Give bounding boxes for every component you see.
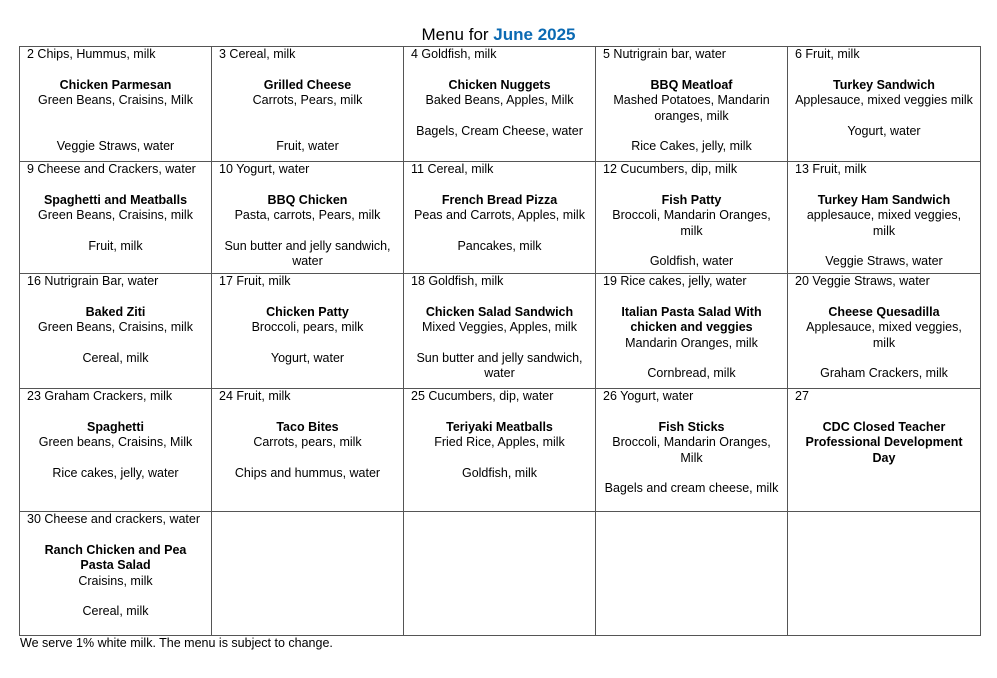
morning-snack: 6 Fruit, milk (795, 47, 860, 61)
day-content (404, 162, 595, 254)
day-content (212, 274, 403, 366)
afternoon-snack: Sun butter and jelly sandwich, water (224, 239, 391, 269)
day-content (596, 162, 787, 270)
day-cell (20, 274, 212, 389)
afternoon-snack: Graham Crackers, milk (820, 366, 948, 381)
week-row (20, 47, 981, 162)
lunch-main: Chicken Nuggets (448, 77, 551, 92)
morning-snack: 11 Cereal, milk (411, 162, 494, 176)
day-content (20, 389, 211, 481)
title-prefix: Menu for (421, 25, 489, 44)
day-cell (20, 162, 212, 274)
lunch-main: Fish Patty (661, 192, 722, 207)
lunch-sides: Applesauce, mixed veggies milk (795, 93, 973, 108)
lunch-main: Ranch Chicken and Pea Pasta Salad (44, 542, 187, 573)
lunch-sides: Broccoli, pears, milk (251, 320, 364, 335)
lunch-main: Spaghetti (87, 419, 144, 434)
lunch-sides: Broccoli, Mandarin Oranges, milk (612, 208, 771, 238)
day-content (212, 389, 403, 481)
morning-snack: 20 Veggie Straws, water (795, 274, 930, 288)
morning-snack: 13 Fruit, milk (795, 162, 867, 176)
day-content (20, 47, 211, 155)
morning-snack: 10 Yogurt, water (219, 162, 310, 176)
lunch-main: Italian Pasta Salad With chicken and veggies (621, 304, 762, 335)
day-cell (404, 389, 596, 512)
morning-snack: 2 Chips, Hummus, milk (27, 47, 156, 61)
morning-snack: 26 Yogurt, water (603, 389, 694, 403)
day-cell (596, 274, 788, 389)
day-cell (404, 274, 596, 389)
lunch-main: Taco Bites (276, 419, 339, 434)
lunch-sides: Applesauce, mixed veggies, milk (806, 320, 962, 350)
day-content (404, 389, 595, 481)
title-month: June 2025 (493, 25, 576, 44)
lunch-sides: Fried Rice, Apples, milk (434, 435, 565, 450)
lunch-main: Chicken Parmesan (59, 77, 172, 92)
lunch-sides: Green Beans, Craisins, milk (38, 208, 193, 223)
afternoon-snack: Veggie Straws, water (56, 139, 175, 154)
lunch-sides: Mixed Veggies, Apples, milk (422, 320, 577, 335)
week-row (20, 162, 981, 274)
morning-snack: 3 Cereal, milk (219, 47, 296, 61)
lunch-sides: Carrots, Pears, milk (252, 93, 363, 108)
week-row (20, 389, 981, 512)
lunch-main: Fish Sticks (658, 419, 725, 434)
day-cell (212, 274, 404, 389)
empty-day-cell (404, 512, 596, 636)
morning-snack: 19 Rice cakes, jelly, water (603, 274, 747, 288)
afternoon-snack: Goldfish, milk (461, 466, 538, 480)
afternoon-snack: Cereal, milk (82, 604, 149, 619)
day-cell (212, 389, 404, 512)
day-cell (404, 47, 596, 162)
week-row (20, 274, 981, 389)
lunch-main: Chicken Salad Sandwich (425, 304, 574, 319)
week-row (20, 512, 981, 636)
day-cell (212, 47, 404, 162)
day-content (20, 274, 211, 366)
lunch-sides: Green beans, Craisins, Milk (38, 435, 193, 450)
morning-snack: 9 Cheese and Crackers, water (27, 162, 196, 176)
morning-snack: 30 Cheese and crackers, water (27, 512, 201, 526)
day-content (20, 512, 211, 620)
lunch-main: Turkey Ham Sandwich (817, 192, 951, 207)
lunch-sides: Pasta, carrots, Pears, milk (234, 208, 381, 223)
morning-snack: 16 Nutrigrain Bar, water (27, 274, 159, 288)
day-cell (788, 274, 981, 389)
day-content (404, 47, 595, 139)
lunch-sides: Carrots, pears, milk (253, 435, 362, 450)
lunch-main: BBQ Chicken (267, 192, 348, 207)
afternoon-snack: Yogurt, water (847, 124, 921, 138)
lunch-main: Chicken Patty (266, 304, 349, 319)
morning-snack: 5 Nutrigrain bar, water (603, 47, 726, 61)
day-content (596, 274, 787, 382)
afternoon-snack: Cereal, milk (82, 351, 149, 365)
day-content (212, 47, 403, 155)
afternoon-snack: Fruit, milk (88, 239, 143, 253)
afternoon-snack: Rice Cakes, jelly, milk (631, 139, 752, 154)
morning-snack: 18 Goldfish, milk (411, 274, 504, 288)
lunch-main: Spaghetti and Meatballs (43, 192, 188, 207)
day-cell (596, 389, 788, 512)
lunch-main: BBQ Meatloaf (650, 77, 733, 92)
day-cell (788, 47, 981, 162)
day-content (788, 162, 980, 270)
lunch-main: Teriyaki Meatballs (446, 419, 553, 434)
day-cell (788, 389, 981, 512)
morning-snack: 12 Cucumbers, dip, milk (603, 162, 738, 176)
day-content (788, 389, 980, 466)
morning-snack: 23 Graham Crackers, milk (27, 389, 173, 403)
lunch-main: Cheese Quesadilla (828, 304, 940, 319)
afternoon-snack: Chips and hummus, water (234, 466, 381, 480)
lunch-sides: Broccoli, Mandarin Oranges, Milk (612, 435, 771, 465)
lunch-sides: Mandarin Oranges, milk (625, 335, 758, 350)
afternoon-snack: Bagels, Cream Cheese, water (416, 124, 583, 138)
morning-snack: 4 Goldfish, milk (411, 47, 497, 61)
afternoon-snack: Yogurt, water (270, 351, 345, 365)
day-content (788, 274, 980, 382)
afternoon-snack: Rice cakes, jelly, water (52, 466, 179, 480)
afternoon-snack: Cornbread, milk (647, 366, 736, 381)
day-cell (596, 162, 788, 274)
menu-title (0, 24, 997, 46)
day-cell (788, 162, 981, 274)
morning-snack: 27 (795, 389, 809, 403)
afternoon-snack: Goldfish, water (649, 254, 734, 269)
day-cell (596, 47, 788, 162)
lunch-main: Turkey Sandwich (833, 77, 935, 92)
footer-note: We serve 1% white milk. The menu is subject to change. (20, 636, 333, 650)
morning-snack: 24 Fruit, milk (219, 389, 291, 403)
morning-snack: 25 Cucumbers, dip, water (411, 389, 554, 403)
day-cell (404, 162, 596, 274)
afternoon-snack: Bagels and cream cheese, milk (604, 481, 779, 496)
day-content (212, 162, 403, 270)
day-cell (20, 512, 212, 636)
day-content (596, 47, 787, 155)
lunch-sides: Green Beans, Craisins, Milk (38, 93, 193, 108)
lunch-sides: Peas and Carrots, Apples, milk (414, 208, 585, 223)
lunch-sides: Green Beans, Craisins, milk (38, 320, 193, 335)
menu-calendar (19, 46, 981, 636)
lunch-main: French Bread Pizza (441, 192, 558, 207)
lunch-sides: Baked Beans, Apples, Milk (425, 93, 574, 108)
afternoon-snack: Fruit, water (276, 139, 339, 154)
day-cell (20, 389, 212, 512)
lunch-main: CDC Closed Teacher Professional Development Day (805, 419, 963, 465)
empty-day-cell (788, 512, 981, 636)
afternoon-snack: Pancakes, milk (457, 239, 542, 253)
lunch-main: Grilled Cheese (263, 77, 352, 92)
empty-day-cell (596, 512, 788, 636)
lunch-main: Baked Ziti (85, 304, 146, 319)
day-content (596, 389, 787, 497)
afternoon-snack: Sun butter and jelly sandwich, water (416, 351, 583, 381)
lunch-sides: Mashed Potatoes, Mandarin oranges, milk (613, 93, 770, 123)
day-cell (212, 162, 404, 274)
lunch-sides: applesauce, mixed veggies, milk (806, 208, 962, 238)
afternoon-snack: Veggie Straws, water (825, 254, 943, 269)
day-cell (20, 47, 212, 162)
empty-day-cell (212, 512, 404, 636)
day-content (20, 162, 211, 254)
day-content (404, 274, 595, 382)
day-content (788, 47, 980, 139)
lunch-sides: Craisins, milk (78, 573, 153, 588)
morning-snack: 17 Fruit, milk (219, 274, 291, 288)
